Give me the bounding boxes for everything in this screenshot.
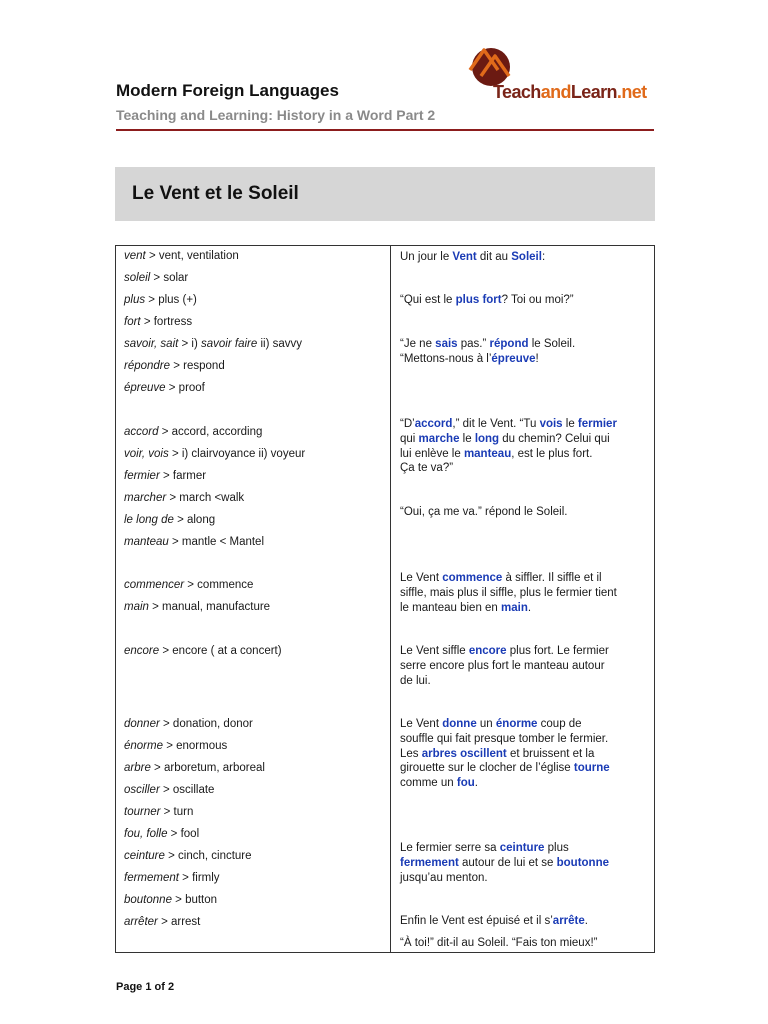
header-subtitle: Teaching and Learning: History in a Word Part 2: [116, 107, 436, 123]
vocab-term: savoir, sait: [124, 338, 179, 350]
vocab-meaning: > arboretum, arboreal: [150, 762, 265, 774]
story-text: le Soleil.: [528, 338, 576, 350]
vocab-item: [124, 360, 225, 372]
story-paragraph: [400, 914, 648, 929]
story-text: un: [476, 718, 496, 730]
vocab-item: [124, 294, 197, 306]
story-keyword: répond: [489, 338, 529, 350]
vocab-term: encore: [124, 645, 160, 657]
story-text: Le Vent siffle: [400, 645, 469, 657]
vocab-item: [124, 426, 262, 438]
vocab-item: [124, 579, 253, 591]
story-text: autour de lui et se: [458, 856, 557, 869]
vocab-term: plus: [124, 294, 146, 306]
story-paragraph: [400, 571, 648, 615]
vocab-term: fou, folle: [124, 828, 168, 840]
story-text: “À toi!” dit-il au Soleil. “Fais ton mieux!”: [400, 937, 598, 949]
vocab-meaning: > donation, donor: [159, 718, 253, 730]
story-keyword: encore: [468, 645, 507, 657]
header-title: Modern Foreign Languages: [116, 81, 339, 100]
vocab-meaning: > accord, according: [158, 426, 263, 438]
vocab-term: énorme: [124, 740, 163, 752]
story-paragraph: [400, 250, 648, 265]
vocab-meaning: > farmer: [159, 470, 207, 482]
story-text: .: [527, 601, 532, 614]
vocab-item: [124, 514, 215, 526]
story-text: serre encore plus fort le manteau autour: [400, 659, 605, 672]
story-text: coup de: [537, 718, 582, 730]
vocab-item: [124, 250, 239, 262]
vocab-item: [124, 784, 214, 796]
vocab-term: fort: [124, 316, 141, 328]
vocab-item: [124, 806, 193, 818]
vocab-meaning: > mantle < Mantel: [168, 536, 265, 548]
story-paragraph: [400, 644, 648, 688]
vocab-term: arbre: [124, 762, 151, 774]
story-keyword: commence: [442, 572, 503, 584]
story-paragraph: [400, 717, 648, 791]
story-keyword: énorme: [495, 718, 538, 730]
vocab-meaning: > proof: [165, 382, 205, 394]
story-text: “Oui, ça me va.” répond le Soleil.: [400, 506, 568, 518]
vocab-meaning: > firmly: [178, 872, 220, 884]
story-keyword: Vent: [452, 251, 477, 263]
story-paragraph: [400, 417, 648, 476]
story-text: Le Vent: [400, 718, 443, 730]
vocab-item: [124, 645, 282, 657]
vocab-term: main: [124, 601, 149, 613]
vocab-meaning: > i): [178, 338, 202, 350]
vocab-term: marcher: [124, 492, 167, 504]
vocab-item: [124, 316, 192, 328]
story-text: à siffler. Il siffle et il: [502, 572, 602, 584]
vocab-term: fermement: [124, 872, 179, 884]
story-text: dit au: [476, 251, 512, 263]
story-text: , est le plus fort.: [511, 447, 593, 460]
section-title-band: [115, 167, 655, 221]
story-text: “Qui est le: [400, 294, 456, 306]
vocab-meaning: > enormous: [163, 740, 228, 752]
vocab-term: arrêter: [124, 916, 158, 928]
vocab-term: le long de: [124, 514, 174, 526]
page-number: Page 1 of 2: [116, 981, 175, 993]
vocab-meaning: > arrest: [157, 916, 201, 928]
vocab-meaning: > turn: [160, 806, 194, 818]
vocab-term: répondre: [124, 360, 171, 372]
logo-wordmark: [493, 82, 647, 103]
vocab-meaning: > respond: [170, 360, 225, 372]
story-keyword: Soleil: [511, 251, 542, 263]
vocab-term: manteau: [124, 536, 169, 548]
story-paragraph: [400, 936, 648, 951]
story-text: Ça te va?”: [400, 462, 454, 475]
vocab-term: donner: [124, 718, 160, 730]
story-keyword: fermement: [400, 856, 459, 869]
story-keyword: accord: [414, 418, 453, 430]
story-text: le: [562, 418, 578, 430]
story-keyword: plus fort: [455, 294, 502, 306]
story-keyword: manteau: [463, 447, 512, 460]
vocab-term: vent: [124, 250, 146, 262]
story-keyword: marche: [418, 432, 460, 445]
story-keyword: boutonne: [556, 856, 609, 869]
vocab-term: tourner: [124, 806, 161, 818]
story-keyword: fou: [456, 777, 475, 790]
story-keyword: donne: [442, 718, 477, 730]
vocab-term: accord: [124, 426, 159, 438]
story-text: “Mettons-nous à l’: [400, 352, 492, 365]
story-text: Enfin le Vent est épuisé et il s’: [400, 915, 553, 927]
story-text: .: [584, 915, 588, 927]
story-keyword: long: [474, 432, 500, 445]
story-text: qui: [400, 432, 419, 445]
vocab-item: [124, 718, 253, 730]
section-title: Le Vent et le Soleil: [132, 183, 299, 204]
vocab-term: osciller: [124, 784, 160, 796]
vocab-item: [124, 828, 199, 840]
logo-part-teach: Teach: [493, 82, 541, 102]
story-text: ? Toi ou moi?”: [501, 294, 574, 306]
vocab-item: [124, 470, 206, 482]
vocab-meaning: > fortress: [140, 316, 193, 328]
story-text: souffle qui fait presque tomber le fermier.: [400, 732, 609, 745]
vocab-item: [124, 872, 220, 884]
story-text: comme un: [400, 777, 457, 790]
vocab-meaning: > vent, ventilation: [145, 250, 239, 262]
story-text: de lui.: [400, 674, 431, 687]
story-keyword: vois: [539, 418, 563, 430]
story-text: jusqu’au menton.: [400, 871, 488, 884]
story-text: le manteau bien en: [400, 601, 502, 614]
story-text: plus: [544, 842, 569, 854]
vocab-meaning: > along: [173, 514, 216, 526]
story-keyword: tourne: [573, 762, 610, 775]
vocab-meaning: > commence: [184, 579, 254, 591]
story-text: Un jour le: [400, 251, 453, 263]
vocab-meaning: > oscillate: [159, 784, 215, 796]
vocab-item: [124, 492, 244, 504]
vocab-term: soleil: [124, 272, 151, 284]
teachandlearn-logo: [466, 42, 656, 104]
vocab-term: épreuve: [124, 382, 166, 394]
header-divider: [116, 129, 654, 131]
story-keyword: arbres oscillent: [421, 747, 507, 760]
vocab-meaning: > solar: [150, 272, 189, 284]
story-text: pas.”: [457, 338, 490, 350]
vocab-term: ceinture: [124, 850, 165, 862]
story-text: :: [541, 251, 546, 263]
vocab-meaning: > encore ( at a concert): [159, 645, 282, 657]
story-keyword: épreuve: [491, 352, 536, 365]
vocab-meaning: > manual, manufacture: [148, 601, 271, 613]
story-text: Les: [400, 747, 422, 760]
vocab-term: commencer: [124, 579, 185, 591]
vocab-meaning: > fool: [167, 828, 200, 840]
vocab-item: [124, 448, 305, 460]
vocab-meaning: > i) clairvoyance ii) voyeur: [168, 448, 306, 460]
story-paragraph: [400, 293, 648, 308]
vocab-meaning: > march <walk: [166, 492, 245, 504]
vocab-term: boutonne: [124, 894, 172, 906]
story-text: .: [474, 777, 478, 790]
column-divider: [390, 246, 391, 952]
story-paragraph: [400, 841, 648, 885]
vocab-meaning: > cinch, cincture: [164, 850, 252, 862]
logo-part-net: .net: [616, 82, 647, 102]
story-text: Le fermier serre sa: [400, 842, 500, 854]
vocab-meaning: ii) savvy: [257, 338, 302, 350]
story-text: plus fort. Le fermier: [506, 645, 609, 657]
vocab-item: [124, 382, 205, 394]
vocab-item: [124, 916, 200, 928]
story-keyword: sais: [435, 338, 458, 350]
story-paragraph: [400, 505, 648, 520]
story-keyword: fermier: [577, 418, 617, 430]
vocab-story-table: [115, 245, 655, 953]
story-text: “Je ne: [400, 338, 436, 350]
vocab-item: [124, 536, 264, 548]
vocab-item: [124, 850, 252, 862]
story-text: du chemin? Celui qui: [499, 432, 610, 445]
story-paragraph: [400, 337, 648, 367]
vocab-term: fermier: [124, 470, 160, 482]
story-text: ,” dit le Vent. “Tu: [452, 418, 540, 430]
vocab-item: [124, 601, 270, 613]
story-text: et bruissent et la: [506, 747, 595, 760]
story-text: siffle, mais plus il siffle, plus le fermier tient: [400, 586, 617, 599]
vocab-term: voir, vois: [124, 448, 169, 460]
logo-part-learn: Learn: [570, 82, 617, 102]
story-keyword: arrête: [552, 915, 585, 927]
vocab-item: [124, 894, 217, 906]
story-text: Le Vent: [400, 572, 443, 584]
story-keyword: main: [501, 601, 528, 614]
story-text: girouette sur le clocher de l’église: [400, 762, 574, 775]
vocab-term: savoir faire: [201, 338, 258, 350]
vocab-item: [124, 272, 188, 284]
vocab-meaning: > plus (+): [145, 294, 197, 306]
story-text: !: [535, 352, 539, 365]
vocab-meaning: > button: [171, 894, 218, 906]
story-text: le: [459, 432, 475, 445]
story-text: “D’: [400, 418, 415, 430]
vocab-item: [124, 740, 227, 752]
vocab-item: [124, 762, 265, 774]
logo-part-and: and: [540, 82, 571, 102]
story-text: lui enlève le: [400, 447, 464, 460]
story-keyword: ceinture: [499, 842, 545, 854]
vocab-item: [124, 338, 302, 350]
